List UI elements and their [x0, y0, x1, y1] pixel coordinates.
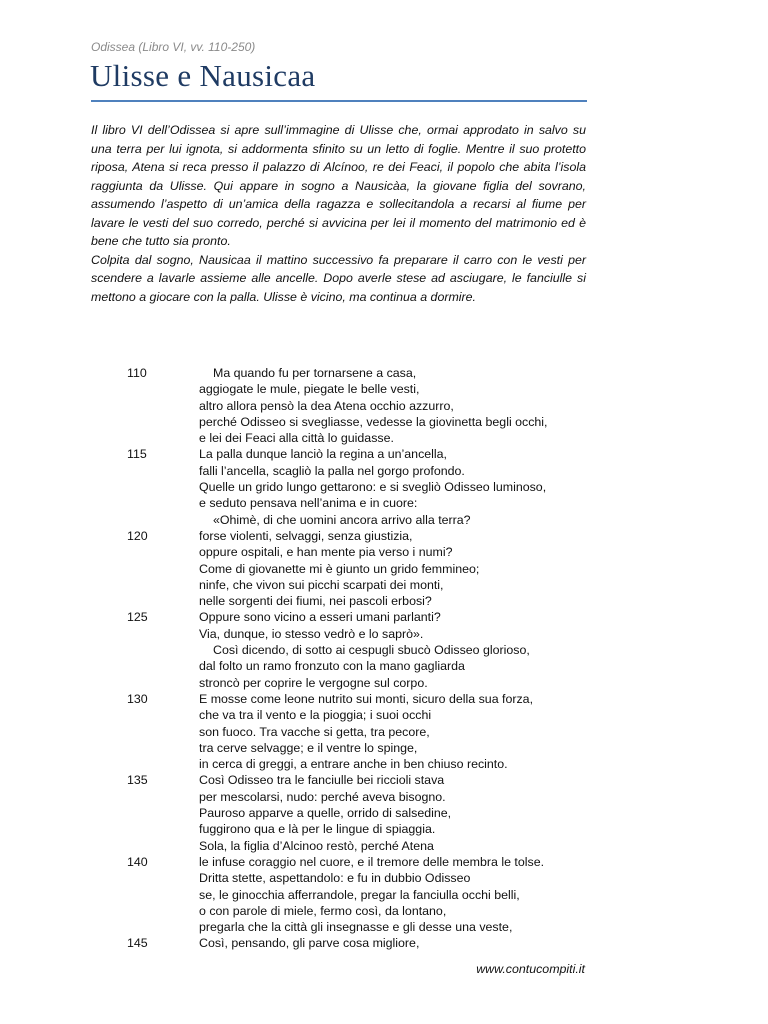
verse-text: altro allora pensò la dea Atena occhio azzurro, — [199, 398, 454, 413]
verse-text: dal folto un ramo fronzuto con la mano gagliarda — [199, 659, 465, 674]
verse-number — [127, 903, 199, 919]
verse-number: 125 — [127, 610, 148, 625]
verse-line — [127, 414, 597, 430]
verse-number: 110 — [127, 366, 147, 380]
verse-text: stroncò per coprire le vergogne sul corpo. — [199, 675, 428, 690]
verse-number — [127, 675, 199, 691]
verse-text: «Ohimè, di che uomini ancora arrivo alla terra? — [213, 512, 471, 527]
verse-text: fuggirono qua e là per le lingue di spiaggia. — [199, 822, 436, 837]
verse-number — [127, 544, 199, 560]
verse-number — [127, 479, 199, 495]
verse-text: pregarla che la città gli insegnasse e gli desse una veste, — [199, 920, 513, 935]
verse-number — [127, 887, 199, 903]
verse-text: le infuse coraggio nel cuore, e il tremore delle membra le tolse. — [199, 854, 545, 869]
verse-text: Dritta stette, aspettandolo: e fu in dubbio Odisseo — [199, 871, 471, 886]
verse-number: 140 — [127, 854, 148, 869]
verse-text: perché Odisseo si svegliasse, vedesse la giovinetta begli occhi, — [199, 414, 548, 429]
verse-line — [127, 398, 597, 414]
verse-number — [127, 381, 199, 397]
verse-text: in cerca di greggi, a entrare anche in ben chiuso recinto. — [199, 757, 508, 772]
verse-line — [127, 675, 597, 691]
title-underline — [91, 100, 587, 102]
verse-number: 120 — [127, 528, 148, 543]
verse-text: che va tra il vento e la pioggia; i suoi occhi — [199, 708, 432, 723]
verse-number — [127, 740, 199, 756]
verse-number — [127, 838, 199, 854]
verse-number — [127, 789, 199, 805]
verse-text: Così, pensando, gli parve cosa migliore, — [199, 936, 420, 951]
verse-line — [127, 446, 597, 462]
verse-number — [127, 495, 199, 511]
verse-line — [127, 919, 597, 935]
verse-number — [127, 805, 199, 821]
verse-line — [127, 838, 597, 854]
verse-text: Come di giovanette mi è giunto un grido femmineo; — [199, 561, 480, 576]
verse-text: se, le ginocchia afferrandole, pregar la fanciulla occhi belli, — [199, 887, 520, 902]
verse-line — [127, 756, 597, 772]
verse-line — [127, 740, 597, 756]
verse-text: forse violenti, selvaggi, senza giustizia, — [199, 528, 413, 543]
intro-paragraph-2: Colpita dal sogno, Nausicaa il mattino successivo fa preparare il carro con le vesti per scendere a lavarle assieme alle ancelle. Dopo averle stese ad asciugare, le fanciulle si mettono a giocare con la palla. Ulisse è vicino, ma continua a dormire. — [91, 252, 586, 304]
verse-number — [127, 414, 199, 430]
verse-text: Via, dunque, io stesso vedrò e lo saprò». — [199, 626, 424, 641]
verse-line — [127, 935, 597, 951]
verse-line — [127, 870, 597, 886]
verse-text: Oppure sono vicino a esseri umani parlanti? — [199, 610, 441, 625]
verse-text: aggiogate le mule, piegate le belle vesti, — [199, 382, 420, 397]
verse-number: 145 — [127, 936, 148, 951]
verse-line — [127, 609, 597, 625]
verse-line — [127, 821, 597, 837]
verse-number — [127, 756, 199, 772]
verse-line — [127, 724, 597, 740]
verse-text: o con parole di miele, fermo così, da lontano, — [199, 903, 447, 918]
verse-text: oppure ospitali, e han mente pia verso i numi? — [199, 545, 453, 560]
verse-line — [127, 479, 597, 495]
verse-number — [127, 919, 199, 935]
verse-text: ninfe, che vivon sui picchi scarpati dei monti, — [199, 577, 444, 592]
intro-text — [91, 121, 586, 306]
verse-text: E mosse come leone nutrito sui monti, sicuro della sua forza, — [199, 691, 534, 706]
verse-list — [127, 365, 597, 952]
verse-line — [127, 381, 597, 397]
verse-line — [127, 463, 597, 479]
verse-line — [127, 430, 597, 446]
verse-line — [127, 789, 597, 805]
verse-number: 135 — [127, 773, 148, 788]
verse-line — [127, 495, 597, 511]
verse-number: 130 — [127, 691, 148, 706]
verse-number — [127, 821, 199, 837]
verse-text: Quelle un grido lungo gettarono: e si svegliò Odisseo luminoso, — [199, 480, 547, 495]
verse-text: Sola, la figlia d’Alcinoo restò, perché Atena — [199, 838, 434, 853]
verse-number — [127, 707, 199, 723]
verse-text: tra cerve selvagge; e il ventre lo spinge, — [199, 740, 418, 755]
verse-number — [127, 593, 199, 609]
verse-line — [127, 903, 597, 919]
verse-line — [127, 658, 597, 674]
verse-number — [127, 870, 199, 886]
verse-text: Ma quando fu per tornarsene a casa, — [213, 366, 417, 380]
document-subtitle: Odissea (Libro VI, vv. 110-250) — [91, 40, 256, 54]
verse-text: falli l’ancella, scagliò la palla nel gorgo profondo. — [199, 463, 465, 478]
verse-line — [127, 544, 597, 560]
verse-number: 115 — [127, 447, 147, 462]
verse-line — [127, 528, 597, 544]
verse-number — [127, 658, 199, 674]
verse-number — [127, 463, 199, 479]
verse-number — [127, 561, 199, 577]
verse-number — [127, 398, 199, 414]
verse-line — [127, 626, 597, 642]
verse-text: Così dicendo, di sotto ai cespugli sbucò Odisseo glorioso, — [213, 643, 530, 658]
verse-number — [127, 577, 199, 593]
verse-line — [127, 593, 597, 609]
verse-line — [127, 805, 597, 821]
verse-number — [127, 626, 199, 642]
verse-line — [127, 887, 597, 903]
verse-text: Così Odisseo tra le fanciulle bei riccioli stava — [199, 773, 445, 788]
verse-line — [127, 512, 597, 528]
verse-line — [127, 577, 597, 593]
verse-text: nelle sorgenti dei fiumi, nei pascoli erbosi? — [199, 594, 432, 609]
verse-number — [127, 512, 199, 528]
verse-text: La palla dunque lanciò la regina a un’ancella, — [199, 447, 448, 462]
verse-text: e seduto pensava nell’anima e in cuore: — [199, 496, 418, 511]
verse-line — [127, 561, 597, 577]
verse-text: per mescolarsi, nudo: perché aveva bisogno. — [199, 789, 446, 804]
verse-line — [127, 365, 597, 381]
verse-text: son fuoco. Tra vacche si getta, tra pecore, — [199, 724, 430, 739]
verse-text: e lei dei Feaci alla città lo guidasse. — [199, 431, 394, 446]
verse-line — [127, 642, 597, 658]
intro-paragraph-1: Il libro VI dell’Odissea si apre sull’immagine di Ulisse che, ormai approdato in salvo su una terra per lui ignota, si addormenta sfinito su un letto di foglie. Mentre il suo protetto riposa, Atena si reca presso il palazzo di Alcínoo, re dei Feaci, il popolo che abita l’isola raggiunta da Ulisse. Qui appare in sogno a Nausicàa, la giovane figlia del sovrano, assumendo l’aspetto di un’amica della ragazza e sollecitandola a recarsi al fiume per lavare le vesti del suo corredo, perché si avvicina per lei il momento del matrimonio ed è bene che tutto sia pronto. — [91, 123, 586, 248]
verse-line — [127, 691, 597, 707]
verse-text: Pauroso apparve a quelle, orrido di salsedine, — [199, 806, 452, 821]
verse-line — [127, 772, 597, 788]
verse-number — [127, 430, 199, 446]
verse-line — [127, 707, 597, 723]
verse-number — [127, 724, 199, 740]
document-title: Ulisse e Nausicaa — [90, 58, 316, 93]
verse-number — [127, 642, 199, 658]
footer-website: www.contucompiti.it — [476, 962, 585, 976]
verse-line — [127, 854, 597, 870]
